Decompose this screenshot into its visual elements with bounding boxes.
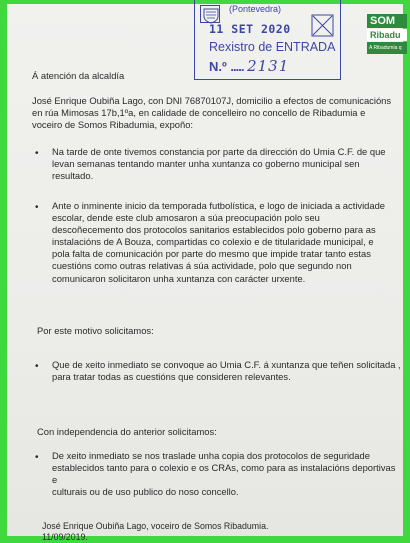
- expose-line: escolar, dende este club amosaron a súa preocupación polo seu: [52, 212, 320, 224]
- signature: José Enrique Oubiña Lago, voceiro de Somos Ribadumia.: [42, 521, 269, 531]
- greeting: Á atención da alcaldía: [32, 70, 125, 81]
- expose-line: Na tarde de onte tivemos constancia por parte da dirección do Umia C.F. de que: [52, 146, 386, 157]
- stamp-location: (Pontevedra): [229, 4, 282, 14]
- request-line: establecidos tanto para o colexio e os CRAs, como para as instalacións deportivas e: [52, 462, 396, 486]
- request-item-2: [52, 450, 403, 498]
- bullet-icon: •: [35, 452, 39, 463]
- expose-line: descoñecemento dos protocolos sanitarios establecidos polo goberno para as: [52, 224, 376, 236]
- signature-date: 11/09/2019.: [42, 532, 88, 542]
- bullet-icon: •: [35, 202, 39, 213]
- logo-line-2: Ribadu: [367, 29, 407, 41]
- somos-ribadumia-logo: [367, 12, 407, 58]
- intro-line: voceiro de Somos Ribadumia, expoño:: [32, 119, 194, 131]
- request-intro-1: Por este motivo solicitamos:: [37, 325, 154, 336]
- intro-line: José Enrique Oubiña Lago, con DNI 76870107J, domicilio a efectos de comunicacións: [32, 95, 392, 106]
- logo-line-3: A Ribadumia q: [367, 42, 407, 54]
- expose-item-1: [52, 146, 386, 182]
- request-line: culturais ou de uso publico do noso concello.: [52, 486, 239, 498]
- stamp-date: 11 SET 2020: [209, 22, 291, 36]
- document-page: [7, 4, 403, 542]
- request-line: Que de xeito inmediato se convoque ao Umia C.F. á xuntanza que teñen solicitada ,: [52, 359, 401, 370]
- expose-line: resultado.: [52, 170, 94, 182]
- stamp-number-dots: .....: [230, 59, 244, 74]
- request-line: De xeito inmediato se nos traslade unha copia dos protocolos de seguridade: [52, 450, 370, 461]
- stamp-number: [209, 57, 289, 75]
- expose-line: Ante o inminente inicio da temporada futbolística, e logo de iniciada a actividade: [52, 200, 386, 211]
- request-line: para tratar todas as cuestións que consideren relevantes.: [52, 371, 291, 383]
- seal-icon: [311, 14, 334, 37]
- crest-icon: [200, 5, 220, 23]
- stamp-number-label: N.º: [209, 59, 227, 74]
- bullet-icon: •: [35, 361, 39, 372]
- bullet-icon: •: [35, 148, 39, 159]
- expose-line: instalacións de A Bouza, compartidas co colexio e de titularidade municipal, e: [52, 236, 374, 248]
- expose-item-2: [52, 200, 385, 285]
- intro-paragraph: [32, 95, 391, 131]
- request-intro-2: Con independencia do anterior solicitamos:: [37, 426, 217, 437]
- stamp-number-value: 2131: [247, 57, 290, 75]
- stamp-title: Rexistro de ENTRADA: [209, 40, 336, 54]
- registry-entry-stamp: [194, 0, 341, 80]
- expose-line: levan semanas tentando manter unha xuntanza co goberno municipal sen: [52, 158, 360, 170]
- logo-line-1: SOM: [367, 14, 407, 28]
- request-item-1: [52, 359, 401, 383]
- expose-line: cuestións como outras relativas á súa actividade, polo que segundo non: [52, 260, 352, 272]
- intro-line: en rúa Mimosas 17b,1ºa, en calidade de concelleiro no concello de Ribadumia e: [32, 107, 366, 119]
- expose-line: comunicaron solicitaron unha xuntanza con carácter urxente.: [52, 272, 306, 284]
- expose-line: pola falta de comunicación por parte do mesmo que impide tratar tanto estas: [52, 248, 371, 260]
